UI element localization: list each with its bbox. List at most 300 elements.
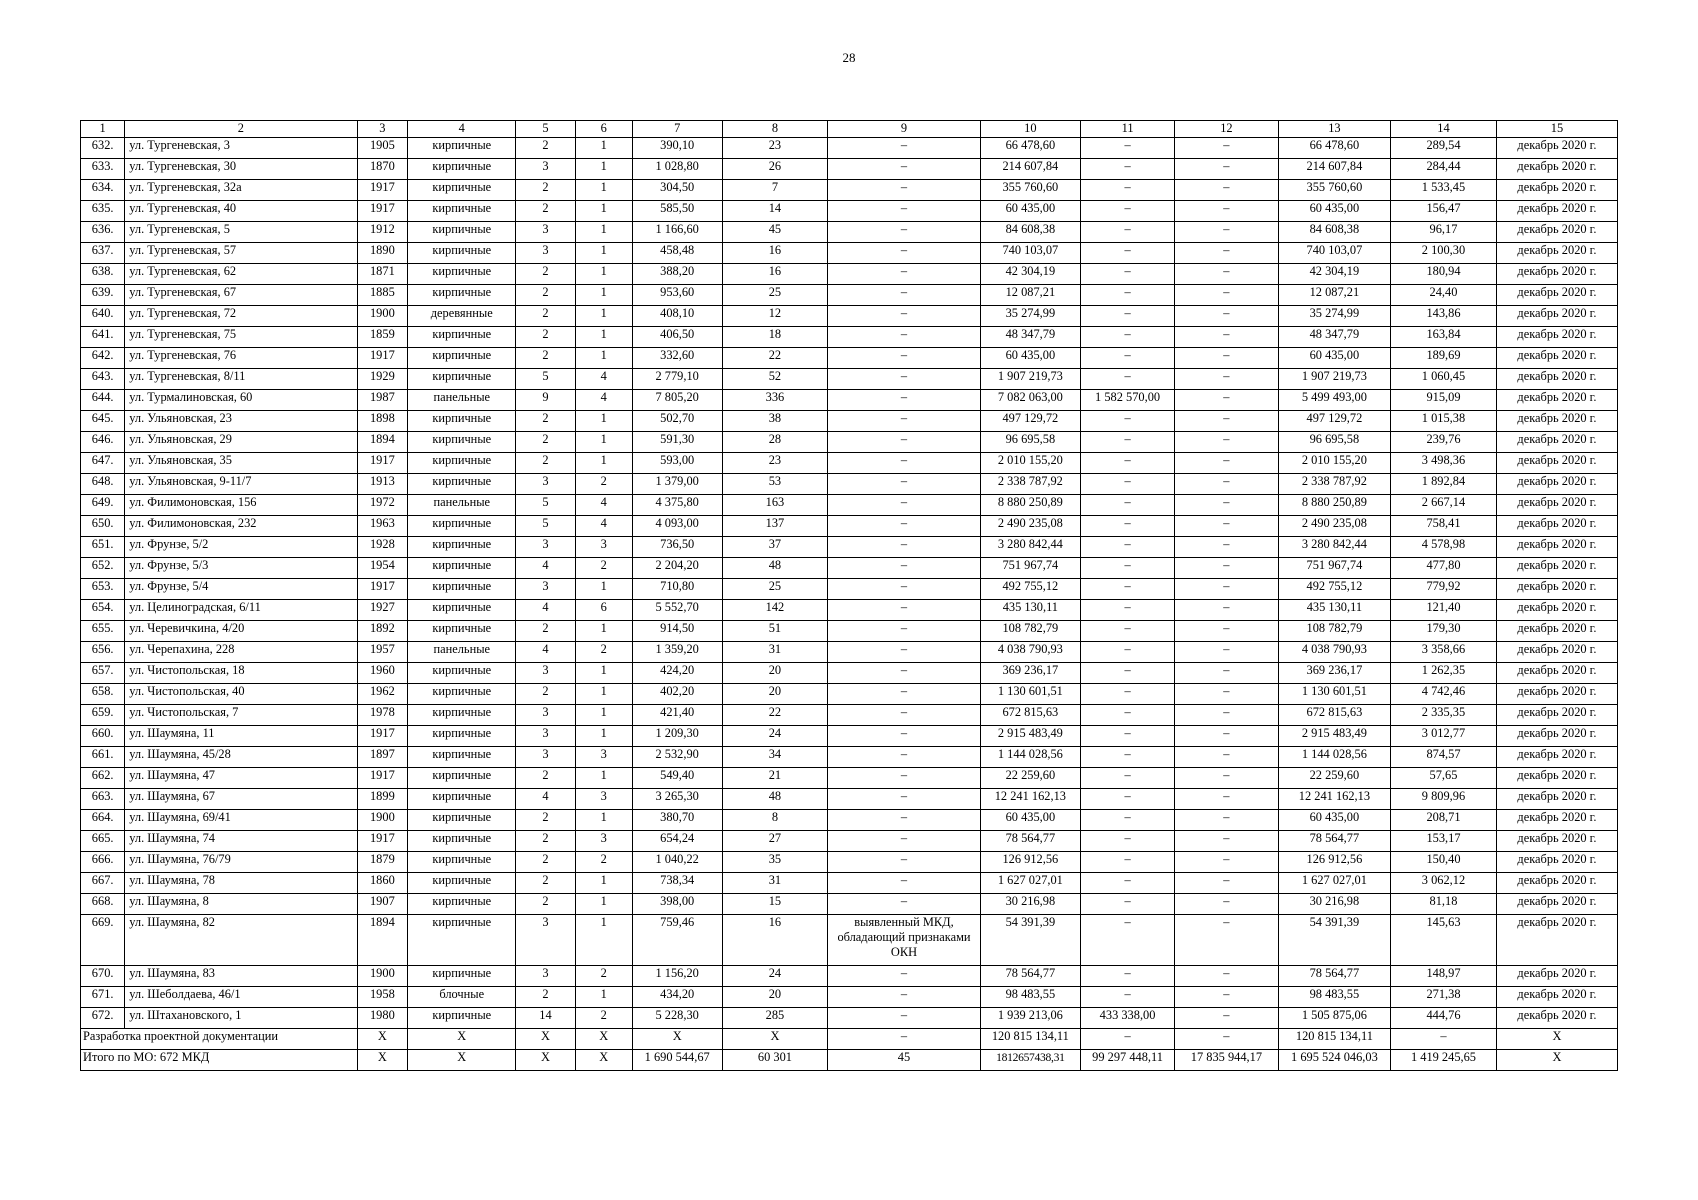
table-cell: 25 bbox=[722, 285, 828, 306]
column-header: 10 bbox=[980, 121, 1080, 138]
table-cell: декабрь 2020 г. bbox=[1496, 201, 1617, 222]
table-cell: – bbox=[1081, 621, 1175, 642]
table-cell: 22 259,60 bbox=[980, 768, 1080, 789]
table-row bbox=[81, 390, 1618, 411]
table-cell: кирпичные bbox=[408, 789, 516, 810]
table-cell: 78 564,77 bbox=[1278, 966, 1390, 987]
table-cell: 2 bbox=[516, 852, 575, 873]
table-cell: 740 103,07 bbox=[980, 243, 1080, 264]
table-cell: 1 690 544,67 bbox=[632, 1050, 722, 1071]
table-cell: 22 bbox=[722, 348, 828, 369]
table-cell: – bbox=[1175, 264, 1279, 285]
table-cell: декабрь 2020 г. bbox=[1496, 180, 1617, 201]
table-cell: 12 087,21 bbox=[1278, 285, 1390, 306]
table-cell: 54 391,39 bbox=[980, 915, 1080, 966]
table-cell: декабрь 2020 г. bbox=[1496, 726, 1617, 747]
table-cell: 1 bbox=[575, 285, 632, 306]
table-cell: декабрь 2020 г. bbox=[1496, 705, 1617, 726]
table-row bbox=[81, 411, 1618, 432]
table-cell: 4 bbox=[516, 642, 575, 663]
table-cell: 650. bbox=[81, 516, 125, 537]
table-cell: 1 028,80 bbox=[632, 159, 722, 180]
table-cell: 2 779,10 bbox=[632, 369, 722, 390]
table-cell: 2 bbox=[516, 684, 575, 705]
table-cell: 1978 bbox=[357, 705, 408, 726]
table-cell: 1897 bbox=[357, 747, 408, 768]
table-cell: 1 bbox=[575, 684, 632, 705]
table-cell: 3 bbox=[516, 222, 575, 243]
table-cell: 654,24 bbox=[632, 831, 722, 852]
table-cell: 634. bbox=[81, 180, 125, 201]
table-cell: 736,50 bbox=[632, 537, 722, 558]
table-cell: – bbox=[828, 474, 980, 495]
table-cell: 649. bbox=[81, 495, 125, 516]
table-cell: 497 129,72 bbox=[1278, 411, 1390, 432]
table-cell: X bbox=[408, 1050, 516, 1071]
table-cell: 9 bbox=[516, 390, 575, 411]
table-cell: 1 695 524 046,03 bbox=[1278, 1050, 1390, 1071]
table-cell: ул. Тургеневская, 67 bbox=[125, 285, 357, 306]
table-cell: – bbox=[828, 516, 980, 537]
table-cell: 60 435,00 bbox=[980, 348, 1080, 369]
table-cell: 669. bbox=[81, 915, 125, 966]
column-header: 15 bbox=[1496, 121, 1617, 138]
table-cell: 1929 bbox=[357, 369, 408, 390]
table-cell: 60 301 bbox=[722, 1050, 828, 1071]
table-row bbox=[81, 600, 1618, 621]
table-cell: кирпичные bbox=[408, 705, 516, 726]
table-cell: 640. bbox=[81, 306, 125, 327]
table-cell: декабрь 2020 г. bbox=[1496, 348, 1617, 369]
table-cell: ул. Тургеневская, 75 bbox=[125, 327, 357, 348]
table-cell: 1870 bbox=[357, 159, 408, 180]
table-cell: 1 130 601,51 bbox=[980, 684, 1080, 705]
table-cell: 15 bbox=[722, 894, 828, 915]
footer-label: Итого по МО: 672 МКД bbox=[81, 1050, 358, 1071]
table-cell: 1 907 219,73 bbox=[980, 369, 1080, 390]
table-cell: ул. Филимоновская, 156 bbox=[125, 495, 357, 516]
table-cell: 653. bbox=[81, 579, 125, 600]
table-cell: ул. Тургеневская, 5 bbox=[125, 222, 357, 243]
table-cell: 22 259,60 bbox=[1278, 768, 1390, 789]
table-cell: 641. bbox=[81, 327, 125, 348]
table-cell: 2 100,30 bbox=[1391, 243, 1497, 264]
table-cell: ул. Шаумяна, 74 bbox=[125, 831, 357, 852]
table-cell: – bbox=[1081, 663, 1175, 684]
table-cell: 2 bbox=[516, 201, 575, 222]
table-cell: декабрь 2020 г. bbox=[1496, 579, 1617, 600]
table-cell: 189,69 bbox=[1391, 348, 1497, 369]
table-cell: 60 435,00 bbox=[980, 810, 1080, 831]
table-cell: 1 bbox=[575, 621, 632, 642]
table-cell: 1928 bbox=[357, 537, 408, 558]
table-cell: 66 478,60 bbox=[980, 138, 1080, 159]
table-cell: 34 bbox=[722, 747, 828, 768]
table-row bbox=[81, 306, 1618, 327]
table-cell: 48 bbox=[722, 558, 828, 579]
table-cell: 779,92 bbox=[1391, 579, 1497, 600]
column-header: 7 bbox=[632, 121, 722, 138]
table-cell: – bbox=[1081, 987, 1175, 1008]
table-cell: кирпичные bbox=[408, 180, 516, 201]
table-cell: X bbox=[357, 1029, 408, 1050]
table-cell: кирпичные bbox=[408, 516, 516, 537]
table-cell: 8 bbox=[722, 810, 828, 831]
table-cell: 1859 bbox=[357, 327, 408, 348]
table-cell: декабрь 2020 г. bbox=[1496, 768, 1617, 789]
table-cell: 3 bbox=[516, 537, 575, 558]
table-cell: – bbox=[1175, 642, 1279, 663]
table-cell: X bbox=[516, 1050, 575, 1071]
table-cell: – bbox=[1081, 348, 1175, 369]
table-row bbox=[81, 789, 1618, 810]
table-cell: – bbox=[1081, 873, 1175, 894]
table-cell: 671. bbox=[81, 987, 125, 1008]
table-cell: 3 bbox=[516, 243, 575, 264]
table-cell: – bbox=[828, 432, 980, 453]
table-cell: ул. Турмалиновская, 60 bbox=[125, 390, 357, 411]
table-cell: 7 805,20 bbox=[632, 390, 722, 411]
table-cell: 647. bbox=[81, 453, 125, 474]
table-cell: 2 915 483,49 bbox=[980, 726, 1080, 747]
table-cell: 35 274,99 bbox=[1278, 306, 1390, 327]
table-cell: 659. bbox=[81, 705, 125, 726]
table-cell: – bbox=[828, 726, 980, 747]
table-cell: кирпичные bbox=[408, 453, 516, 474]
table-cell: кирпичные bbox=[408, 201, 516, 222]
table-cell: 355 760,60 bbox=[1278, 180, 1390, 201]
table-cell: 638. bbox=[81, 264, 125, 285]
table-cell: 2 338 787,92 bbox=[980, 474, 1080, 495]
column-header: 2 bbox=[125, 121, 357, 138]
table-cell: 390,10 bbox=[632, 138, 722, 159]
table-cell: 635. bbox=[81, 201, 125, 222]
table-cell: 4 578,98 bbox=[1391, 537, 1497, 558]
table-cell: 1 bbox=[575, 987, 632, 1008]
table-cell: 20 bbox=[722, 684, 828, 705]
table-cell: ул. Черевичкина, 4/20 bbox=[125, 621, 357, 642]
table-cell: 657. bbox=[81, 663, 125, 684]
table-cell: 1917 bbox=[357, 726, 408, 747]
table-row bbox=[81, 768, 1618, 789]
table-cell: ул. Фрунзе, 5/3 bbox=[125, 558, 357, 579]
table-cell: – bbox=[828, 390, 980, 411]
table-cell: кирпичные bbox=[408, 264, 516, 285]
table-cell: 108 782,79 bbox=[1278, 621, 1390, 642]
table-cell: – bbox=[1175, 966, 1279, 987]
table-row bbox=[81, 726, 1618, 747]
table-cell: 1917 bbox=[357, 831, 408, 852]
table-cell: 53 bbox=[722, 474, 828, 495]
table-row bbox=[81, 558, 1618, 579]
table-cell: декабрь 2020 г. bbox=[1496, 852, 1617, 873]
table-cell: 284,44 bbox=[1391, 159, 1497, 180]
table-cell: 2 bbox=[516, 831, 575, 852]
table-cell: 408,10 bbox=[632, 306, 722, 327]
table-cell: – bbox=[828, 495, 980, 516]
table-cell: ул. Шаумяна, 67 bbox=[125, 789, 357, 810]
table-cell: 4 bbox=[516, 789, 575, 810]
table-cell: 1885 bbox=[357, 285, 408, 306]
table-cell: 35 274,99 bbox=[980, 306, 1080, 327]
table-cell: кирпичные bbox=[408, 537, 516, 558]
table-cell: – bbox=[1175, 348, 1279, 369]
table-cell: 143,86 bbox=[1391, 306, 1497, 327]
table-cell: 1 505 875,06 bbox=[1278, 1008, 1390, 1029]
table-cell: – bbox=[1175, 495, 1279, 516]
table-cell: 492 755,12 bbox=[1278, 579, 1390, 600]
table-cell: – bbox=[1081, 453, 1175, 474]
table-row bbox=[81, 966, 1618, 987]
table-cell: кирпичные bbox=[408, 432, 516, 453]
table-cell: 208,71 bbox=[1391, 810, 1497, 831]
table-cell: – bbox=[828, 180, 980, 201]
table-row bbox=[81, 201, 1618, 222]
table-cell: 3 bbox=[516, 579, 575, 600]
table-cell: 1 bbox=[575, 768, 632, 789]
table-cell: 2 bbox=[516, 264, 575, 285]
column-header: 6 bbox=[575, 121, 632, 138]
table-row bbox=[81, 516, 1618, 537]
table-cell: 665. bbox=[81, 831, 125, 852]
table-cell: 1 bbox=[575, 915, 632, 966]
table-cell: – bbox=[828, 243, 980, 264]
table-cell: 4 038 790,93 bbox=[1278, 642, 1390, 663]
table-cell: 2 bbox=[516, 453, 575, 474]
table-cell: – bbox=[1081, 789, 1175, 810]
table-cell: 21 bbox=[722, 768, 828, 789]
table-cell: 1 bbox=[575, 159, 632, 180]
table-cell: X bbox=[1496, 1029, 1617, 1050]
table-cell: 98 483,55 bbox=[1278, 987, 1390, 1008]
table-cell: 3 bbox=[575, 537, 632, 558]
table-cell: ул. Филимоновская, 232 bbox=[125, 516, 357, 537]
table-cell: – bbox=[1175, 705, 1279, 726]
table-cell: декабрь 2020 г. bbox=[1496, 495, 1617, 516]
table-cell: 2 915 483,49 bbox=[1278, 726, 1390, 747]
table-cell: 3 bbox=[516, 726, 575, 747]
table-cell: декабрь 2020 г. bbox=[1496, 453, 1617, 474]
table-cell: 1 bbox=[575, 453, 632, 474]
table-cell: 126 912,56 bbox=[980, 852, 1080, 873]
table-cell: 3 280 842,44 bbox=[980, 537, 1080, 558]
table-row bbox=[81, 537, 1618, 558]
table-cell: 27 bbox=[722, 831, 828, 852]
table-cell: – bbox=[828, 642, 980, 663]
table-cell: 4 bbox=[516, 558, 575, 579]
table-cell: 4 038 790,93 bbox=[980, 642, 1080, 663]
table-row bbox=[81, 327, 1618, 348]
table-cell: 406,50 bbox=[632, 327, 722, 348]
table-cell: 549,40 bbox=[632, 768, 722, 789]
table-cell: блочные bbox=[408, 987, 516, 1008]
table-cell: – bbox=[1081, 537, 1175, 558]
table-cell: 16 bbox=[722, 915, 828, 966]
table-cell: кирпичные bbox=[408, 831, 516, 852]
table-cell: – bbox=[1175, 285, 1279, 306]
table-cell: ул. Шаумяна, 8 bbox=[125, 894, 357, 915]
table-cell: декабрь 2020 г. bbox=[1496, 369, 1617, 390]
column-header: 11 bbox=[1081, 121, 1175, 138]
table-cell: 45 bbox=[722, 222, 828, 243]
table-cell: 667. bbox=[81, 873, 125, 894]
table-cell: 18 bbox=[722, 327, 828, 348]
table-cell: 60 435,00 bbox=[1278, 810, 1390, 831]
table-cell: декабрь 2020 г. bbox=[1496, 474, 1617, 495]
column-header: 12 bbox=[1175, 121, 1279, 138]
table-cell: – bbox=[828, 789, 980, 810]
table-cell: 1 bbox=[575, 348, 632, 369]
table-row bbox=[81, 348, 1618, 369]
table-cell: 751 967,74 bbox=[1278, 558, 1390, 579]
table-row bbox=[81, 285, 1618, 306]
table-cell: 1 939 213,06 bbox=[980, 1008, 1080, 1029]
table-cell: X bbox=[632, 1029, 722, 1050]
table-cell: – bbox=[828, 1008, 980, 1029]
table-cell: 38 bbox=[722, 411, 828, 432]
table-cell: 874,57 bbox=[1391, 747, 1497, 768]
table-cell: – bbox=[1175, 810, 1279, 831]
table-cell: 239,76 bbox=[1391, 432, 1497, 453]
table-cell: 17 835 944,17 bbox=[1175, 1050, 1279, 1071]
table-cell: декабрь 2020 г. bbox=[1496, 558, 1617, 579]
table-cell: 23 bbox=[722, 453, 828, 474]
table-cell: X bbox=[575, 1050, 632, 1071]
table-cell: 126 912,56 bbox=[1278, 852, 1390, 873]
table-cell: 661. bbox=[81, 747, 125, 768]
table-cell: – bbox=[828, 705, 980, 726]
table-cell: 332,60 bbox=[632, 348, 722, 369]
table-cell: 3 bbox=[575, 789, 632, 810]
table-cell: 1 bbox=[575, 726, 632, 747]
table-cell: 662. bbox=[81, 768, 125, 789]
table-cell: 1962 bbox=[357, 684, 408, 705]
table-cell: – bbox=[1175, 411, 1279, 432]
table-cell: – bbox=[1391, 1029, 1497, 1050]
table-cell: 645. bbox=[81, 411, 125, 432]
table-cell: 52 bbox=[722, 369, 828, 390]
table-row bbox=[81, 180, 1618, 201]
table-cell: X bbox=[357, 1050, 408, 1071]
table-cell: 96,17 bbox=[1391, 222, 1497, 243]
table-cell: – bbox=[1175, 684, 1279, 705]
table-cell: – bbox=[1081, 558, 1175, 579]
column-header: 8 bbox=[722, 121, 828, 138]
table-cell: 2 bbox=[575, 474, 632, 495]
table-cell: 5 228,30 bbox=[632, 1008, 722, 1029]
table-cell: 2 bbox=[516, 138, 575, 159]
table-cell: кирпичные bbox=[408, 621, 516, 642]
table-cell: – bbox=[1081, 159, 1175, 180]
table-cell: 84 608,38 bbox=[980, 222, 1080, 243]
table-cell: 1 130 601,51 bbox=[1278, 684, 1390, 705]
table-cell: – bbox=[1175, 1029, 1279, 1050]
table-cell: 1879 bbox=[357, 852, 408, 873]
table-cell: кирпичные bbox=[408, 327, 516, 348]
table-cell: кирпичные bbox=[408, 474, 516, 495]
table-cell: 60 435,00 bbox=[1278, 348, 1390, 369]
table-cell: 2 bbox=[575, 558, 632, 579]
table-cell: – bbox=[1175, 1008, 1279, 1029]
table-cell: ул. Чистопольская, 18 bbox=[125, 663, 357, 684]
table-cell: декабрь 2020 г. bbox=[1496, 966, 1617, 987]
table-cell: 648. bbox=[81, 474, 125, 495]
table-cell: 1907 bbox=[357, 894, 408, 915]
table-cell: 1 627 027,01 bbox=[1278, 873, 1390, 894]
table-cell: – bbox=[1081, 369, 1175, 390]
table-cell: 433 338,00 bbox=[1081, 1008, 1175, 1029]
table-cell: 1812657438,31 bbox=[980, 1050, 1080, 1071]
table-cell: 22 bbox=[722, 705, 828, 726]
table-cell: 12 241 162,13 bbox=[980, 789, 1080, 810]
table-cell: кирпичные bbox=[408, 810, 516, 831]
table-cell: 24 bbox=[722, 726, 828, 747]
table-cell: – bbox=[828, 306, 980, 327]
table-cell: 1 892,84 bbox=[1391, 474, 1497, 495]
table-cell: 2 010 155,20 bbox=[980, 453, 1080, 474]
table-cell: 672 815,63 bbox=[1278, 705, 1390, 726]
table-cell: 214 607,84 bbox=[1278, 159, 1390, 180]
table-cell: 30 216,98 bbox=[980, 894, 1080, 915]
table-cell: 658. bbox=[81, 684, 125, 705]
table-cell: – bbox=[1081, 852, 1175, 873]
table-cell: 2 bbox=[516, 306, 575, 327]
table-cell: – bbox=[1081, 474, 1175, 495]
table-cell: ул. Шаумяна, 45/28 bbox=[125, 747, 357, 768]
table-row bbox=[81, 747, 1618, 768]
table-cell: 1 379,00 bbox=[632, 474, 722, 495]
table-cell: – bbox=[828, 621, 980, 642]
table-cell: 1913 bbox=[357, 474, 408, 495]
table-row bbox=[81, 453, 1618, 474]
table-cell: кирпичные bbox=[408, 348, 516, 369]
table-cell: 759,46 bbox=[632, 915, 722, 966]
table-cell: 214 607,84 bbox=[980, 159, 1080, 180]
table-cell: X bbox=[516, 1029, 575, 1050]
table-cell: 3 498,36 bbox=[1391, 453, 1497, 474]
table-cell: ул. Тургеневская, 3 bbox=[125, 138, 357, 159]
table-cell: – bbox=[1175, 915, 1279, 966]
table-cell: 78 564,77 bbox=[980, 966, 1080, 987]
table-cell: 54 391,39 bbox=[1278, 915, 1390, 966]
table-cell: панельные bbox=[408, 495, 516, 516]
table-cell: кирпичные bbox=[408, 768, 516, 789]
column-header: 5 bbox=[516, 121, 575, 138]
table-cell: – bbox=[1175, 390, 1279, 411]
table-cell: 740 103,07 bbox=[1278, 243, 1390, 264]
table-cell: декабрь 2020 г. bbox=[1496, 894, 1617, 915]
table-cell: – bbox=[828, 201, 980, 222]
table-cell: 28 bbox=[722, 432, 828, 453]
table-cell: – bbox=[828, 1029, 980, 1050]
table-cell: 1912 bbox=[357, 222, 408, 243]
table-cell: 1898 bbox=[357, 411, 408, 432]
table-cell: 14 bbox=[722, 201, 828, 222]
table-cell: – bbox=[1081, 243, 1175, 264]
table-cell: ул. Шаумяна, 78 bbox=[125, 873, 357, 894]
table-cell: 655. bbox=[81, 621, 125, 642]
table-cell: 672 815,63 bbox=[980, 705, 1080, 726]
table-cell: 914,50 bbox=[632, 621, 722, 642]
table-cell: – bbox=[1175, 327, 1279, 348]
table-cell: 1 060,45 bbox=[1391, 369, 1497, 390]
table-cell: ул. Тургеневская, 62 bbox=[125, 264, 357, 285]
table-cell: 163,84 bbox=[1391, 327, 1497, 348]
total-row bbox=[81, 1050, 1618, 1071]
table-cell: – bbox=[1175, 621, 1279, 642]
table-cell: 48 347,79 bbox=[980, 327, 1080, 348]
table-cell: декабрь 2020 г. bbox=[1496, 390, 1617, 411]
